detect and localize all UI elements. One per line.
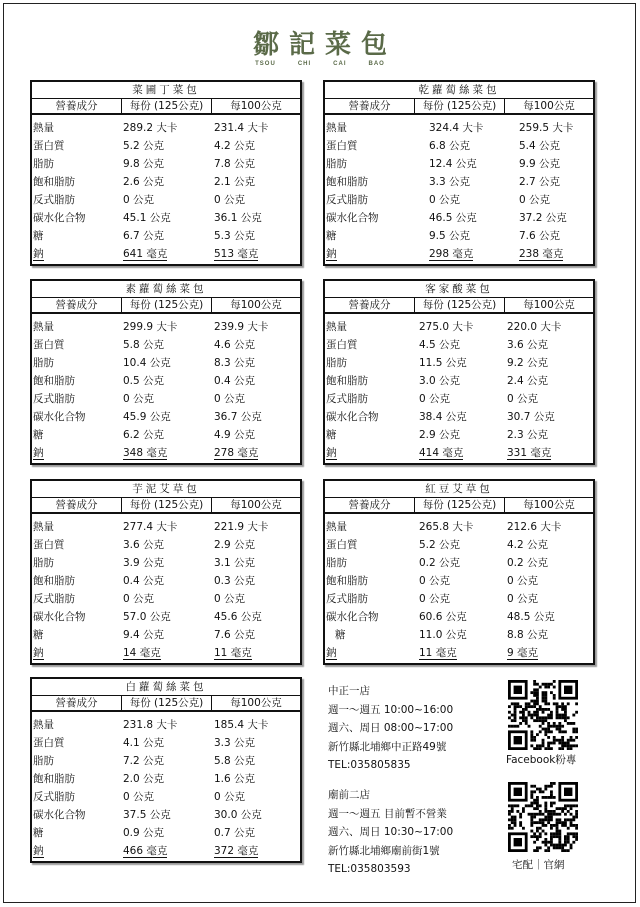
nutrient-name: 鈉	[33, 845, 44, 857]
nutrient-row-fat	[325, 155, 593, 173]
nutrient-row-trans-fat	[325, 191, 593, 209]
per-100g-value: 2.1 公克	[214, 176, 256, 188]
per-100g-value: 3.1 公克	[214, 557, 256, 569]
nutrient-row-carbohydrate	[32, 608, 300, 626]
nutrient-row-protein	[32, 536, 300, 554]
nutrient-row-saturated-fat	[32, 770, 300, 788]
nutrient-row-protein	[32, 137, 300, 155]
header-per-serving: 每份 (125公克)	[122, 298, 212, 312]
header-per-100g: 每100公克	[230, 100, 282, 112]
header-per-serving: 每份 (125公克)	[415, 99, 505, 113]
nutrient-row-calories	[32, 716, 300, 734]
header-nutrient: 營養成分	[32, 99, 122, 113]
per-100g-value: 37.2 公克	[519, 212, 567, 224]
nutrient-name: 脂肪	[326, 357, 347, 369]
nutrient-row-trans-fat	[32, 390, 300, 408]
per-100g-value: 3.6 公克	[507, 339, 549, 351]
brand-sub-3: CAI	[333, 61, 347, 67]
nutrient-row-protein	[32, 734, 300, 752]
header-per-100g: 每100公克	[523, 100, 575, 112]
per-100g-value: 0.2 公克	[507, 557, 549, 569]
per-serving-value: 2.0 公克	[123, 773, 165, 785]
per-100g-value: 0 公克	[214, 393, 246, 405]
store-2-name: 廟前二店	[328, 789, 370, 801]
per-100g-value: 36.7 公克	[214, 411, 262, 423]
per-100g-value: 278 毫克	[214, 447, 259, 459]
nutrient-row-calories	[325, 518, 593, 536]
per-100g-value: 11 毫克	[214, 647, 252, 659]
nutrient-name: 蛋白質	[33, 339, 65, 351]
nutrient-row-sodium	[325, 245, 593, 263]
per-serving-value: 0 公克	[123, 791, 155, 803]
per-100g-value: 0.7 公克	[214, 827, 256, 839]
nutrient-row-carbohydrate	[325, 608, 593, 626]
panel-header-row	[32, 696, 300, 712]
nutrient-name: 脂肪	[33, 357, 54, 369]
per-serving-value: 298 毫克	[429, 248, 474, 260]
per-serving-value: 57.0 公克	[123, 611, 171, 623]
nutrient-name: 碳水化合物	[326, 411, 379, 423]
nutrient-name: 蛋白質	[33, 737, 65, 749]
per-serving-value: 466 毫克	[123, 845, 168, 857]
nutrient-row-sugar	[32, 426, 300, 444]
per-serving-value: 6.8 公克	[429, 140, 471, 152]
header-per-100g: 每100公克	[230, 499, 282, 511]
per-100g-value: 7.8 公克	[214, 158, 256, 170]
nutrient-row-calories	[32, 318, 300, 336]
store-2-weekend-hours: 週六、周日 10:30~17:00	[328, 826, 454, 838]
per-serving-value: 37.5 公克	[123, 809, 171, 821]
panel-rows	[32, 115, 300, 263]
brand-romanization	[0, 61, 640, 67]
panel-header-row	[325, 498, 593, 514]
nutrient-row-sugar	[32, 227, 300, 245]
nutrient-row-saturated-fat	[325, 572, 593, 590]
delivery-qr-caption: 宅配｜官網	[512, 859, 565, 871]
nutrient-row-fat	[32, 752, 300, 770]
per-100g-value: 0 公克	[214, 593, 246, 605]
header-per-100g: 每100公克	[523, 299, 575, 311]
store-2	[328, 786, 453, 879]
per-serving-value: 289.2 大卡	[123, 122, 178, 134]
per-serving-value: 4.1 公克	[123, 737, 165, 749]
nutrient-name: 糖	[335, 629, 346, 641]
per-serving-value: 45.9 公克	[123, 411, 171, 423]
per-100g-value: 220.0 大卡	[507, 321, 562, 333]
nutrient-name: 熱量	[33, 122, 54, 134]
nutrient-name: 反式脂肪	[33, 593, 75, 605]
nutrient-row-sugar	[32, 626, 300, 644]
nutrient-name: 糖	[33, 827, 44, 839]
nutrient-name: 鈉	[33, 447, 44, 459]
nutrient-name: 熱量	[33, 719, 54, 731]
nutrient-row-carbohydrate	[325, 408, 593, 426]
panel-header-row	[32, 298, 300, 314]
per-100g-value: 238 毫克	[519, 248, 564, 260]
per-100g-value: 0.3 公克	[214, 575, 256, 587]
per-100g-value: 48.5 公克	[507, 611, 555, 623]
per-100g-value: 4.6 公克	[214, 339, 256, 351]
nutrient-name: 鈉	[33, 248, 44, 260]
per-100g-value: 0 公克	[507, 593, 539, 605]
per-serving-value: 45.1 公克	[123, 212, 171, 224]
header-nutrient: 營養成分	[325, 298, 415, 312]
nutrient-name: 碳水化合物	[33, 809, 86, 821]
per-serving-value: 0.9 公克	[123, 827, 165, 839]
nutrient-row-saturated-fat	[32, 372, 300, 390]
per-serving-value: 6.2 公克	[123, 429, 165, 441]
nutrition-panel	[30, 279, 302, 465]
nutrition-panel	[30, 677, 302, 863]
nutrient-row-saturated-fat	[32, 173, 300, 191]
per-100g-value: 8.3 公克	[214, 357, 256, 369]
per-serving-value: 9.4 公克	[123, 629, 165, 641]
brand-header	[0, 30, 640, 67]
per-serving-value: 38.4 公克	[419, 411, 467, 423]
nutrient-name: 鈉	[326, 248, 337, 260]
nutrient-row-calories	[325, 119, 593, 137]
per-100g-value: 7.6 公克	[214, 629, 256, 641]
nutrient-row-calories	[32, 119, 300, 137]
per-serving-value: 299.9 大卡	[123, 321, 178, 333]
panel-header-row	[325, 99, 593, 115]
nutrient-name: 熱量	[33, 521, 54, 533]
nutrient-name: 反式脂肪	[33, 791, 75, 803]
nutrient-name: 脂肪	[33, 557, 54, 569]
per-serving-value: 277.4 大卡	[123, 521, 178, 533]
nutrient-name: 蛋白質	[33, 140, 65, 152]
nutrient-row-fat	[32, 354, 300, 372]
panel-title: 素蘿蔔絲菜包	[32, 281, 300, 298]
store-2-phone: TEL:035803593	[328, 863, 411, 875]
store-1-weekday-hours: 週一～週五 10:00~16:00	[328, 703, 454, 716]
per-100g-value: 0 公克	[214, 791, 246, 803]
panel-title: 紅豆艾草包	[325, 481, 593, 498]
per-serving-value: 11.5 公克	[419, 357, 467, 369]
per-100g-value: 221.9 大卡	[214, 521, 269, 533]
per-serving-value: 324.4 大卡	[429, 122, 484, 134]
per-100g-value: 2.4 公克	[507, 375, 549, 387]
nutrient-name: 碳水化合物	[33, 611, 86, 623]
per-100g-value: 0.4 公克	[214, 375, 256, 387]
nutrient-row-fat	[32, 554, 300, 572]
nutrient-name: 反式脂肪	[326, 593, 368, 605]
per-serving-value: 46.5 公克	[429, 212, 477, 224]
brand-sub-4: BAO	[368, 61, 385, 67]
per-100g-value: 9.2 公克	[507, 357, 549, 369]
per-100g-value: 5.3 公克	[214, 230, 256, 242]
nutrient-name: 反式脂肪	[326, 393, 368, 405]
per-100g-value: 5.4 公克	[519, 140, 561, 152]
per-serving-value: 265.8 大卡	[419, 521, 474, 533]
per-100g-value: 9.9 公克	[519, 158, 561, 170]
nutrient-name: 飽和脂肪	[33, 773, 75, 785]
store-1-phone: TEL:035805835	[328, 759, 411, 771]
per-serving-value: 12.4 公克	[429, 158, 477, 170]
nutrient-name: 反式脂肪	[33, 393, 75, 405]
nutrient-name: 碳水化合物	[326, 212, 379, 224]
store-1	[328, 682, 453, 775]
nutrient-row-calories	[325, 318, 593, 336]
per-serving-value: 5.8 公克	[123, 339, 165, 351]
panel-rows	[325, 314, 593, 462]
per-serving-value: 0 公克	[123, 593, 155, 605]
per-serving-value: 641 毫克	[123, 248, 168, 260]
per-serving-value: 6.7 公克	[123, 230, 165, 242]
nutrient-name: 糖	[33, 629, 44, 641]
per-100g-value: 3.3 公克	[214, 737, 256, 749]
nutrient-row-trans-fat	[32, 788, 300, 806]
store-1-weekend-hours: 週六、周日 08:00~17:00	[328, 722, 454, 734]
nutrient-row-saturated-fat	[32, 572, 300, 590]
nutrient-row-sodium	[32, 644, 300, 662]
per-100g-value: 4.2 公克	[507, 539, 549, 551]
per-100g-value: 372 毫克	[214, 845, 259, 857]
nutrient-name: 蛋白質	[326, 140, 358, 152]
store-2-address: 新竹縣北埔鄉廟前街1號	[328, 844, 440, 857]
per-serving-value: 414 毫克	[419, 447, 464, 459]
header-per-serving: 每份 (125公克)	[122, 99, 212, 113]
header-nutrient: 營養成分	[325, 99, 415, 113]
panel-title: 乾蘿蔔絲菜包	[325, 82, 593, 99]
nutrient-name: 熱量	[326, 122, 347, 134]
per-serving-value: 5.2 公克	[419, 539, 461, 551]
nutrient-row-protein	[325, 137, 593, 155]
nutrition-panel	[30, 80, 302, 266]
nutrient-row-carbohydrate	[32, 806, 300, 824]
nutrient-name: 鈉	[326, 647, 337, 659]
per-100g-value: 0 公克	[507, 575, 539, 587]
nutrient-name: 蛋白質	[326, 339, 358, 351]
nutrient-row-sodium	[325, 644, 593, 662]
brand-sub-2: CHI	[297, 61, 312, 67]
store-1-name: 中正一店	[328, 685, 370, 697]
header-per-100g: 每100公克	[230, 299, 282, 311]
brand-title: 鄒記菜包	[252, 30, 397, 60]
per-serving-value: 231.8 大卡	[123, 719, 178, 731]
per-100g-value: 239.9 大卡	[214, 321, 269, 333]
nutrient-name: 飽和脂肪	[33, 176, 75, 188]
nutrient-name: 飽和脂肪	[326, 575, 368, 587]
nutrition-panel	[323, 479, 595, 665]
per-serving-value: 2.9 公克	[419, 429, 461, 441]
per-100g-value: 513 毫克	[214, 248, 259, 260]
header-nutrient: 營養成分	[32, 696, 122, 710]
panel-header-row	[32, 498, 300, 514]
panel-title: 客家酸菜包	[325, 281, 593, 298]
per-serving-value: 348 毫克	[123, 447, 168, 459]
delivery-qr-code[interactable]	[508, 782, 578, 852]
per-serving-value: 0 公克	[123, 393, 155, 405]
nutrient-row-sodium	[325, 444, 593, 462]
per-100g-value: 2.7 公克	[519, 176, 561, 188]
nutrient-row-trans-fat	[325, 590, 593, 608]
nutrient-row-fat	[325, 554, 593, 572]
per-100g-value: 1.6 公克	[214, 773, 256, 785]
per-serving-value: 0 公克	[419, 593, 451, 605]
panel-title: 芋泥艾草包	[32, 481, 300, 498]
per-serving-value: 3.3 公克	[429, 176, 471, 188]
panel-header-row	[325, 298, 593, 314]
per-serving-value: 0 公克	[123, 194, 155, 206]
nutrient-row-trans-fat	[32, 590, 300, 608]
per-100g-value: 212.6 大卡	[507, 521, 562, 533]
nutrient-row-trans-fat	[325, 390, 593, 408]
header-per-serving: 每份 (125公克)	[415, 298, 505, 312]
header-per-100g: 每100公克	[523, 499, 575, 511]
nutrient-name: 蛋白質	[33, 539, 65, 551]
panel-title: 菜圃丁菜包	[32, 82, 300, 99]
per-serving-value: 275.0 大卡	[419, 321, 474, 333]
nutrient-row-carbohydrate	[32, 209, 300, 227]
per-serving-value: 11 毫克	[419, 647, 457, 659]
nutrient-name: 碳水化合物	[33, 411, 86, 423]
nutrient-name: 蛋白質	[326, 539, 358, 551]
per-serving-value: 2.6 公克	[123, 176, 165, 188]
nutrition-panel	[323, 80, 595, 266]
header-per-serving: 每份 (125公克)	[122, 498, 212, 512]
per-serving-value: 5.2 公克	[123, 140, 165, 152]
per-serving-value: 14 毫克	[123, 647, 161, 659]
panel-rows	[32, 314, 300, 462]
brand-sub-1: TSOU	[255, 61, 276, 67]
per-100g-value: 9 毫克	[507, 647, 539, 659]
nutrient-name: 糖	[33, 230, 44, 242]
per-100g-value: 36.1 公克	[214, 212, 262, 224]
nutrient-name: 碳水化合物	[33, 212, 86, 224]
per-100g-value: 185.4 大卡	[214, 719, 269, 731]
header-nutrient: 營養成分	[32, 498, 122, 512]
facebook-qr-caption: Facebook粉專	[506, 754, 577, 766]
nutrient-row-carbohydrate	[32, 408, 300, 426]
per-serving-value: 0 公克	[429, 194, 461, 206]
nutrient-name: 熱量	[326, 521, 347, 533]
per-100g-value: 231.4 大卡	[214, 122, 269, 134]
nutrient-name: 熱量	[326, 321, 347, 333]
nutrient-name: 脂肪	[33, 755, 54, 767]
store-2-weekday-hours: 週一～週五 目前暫不營業	[328, 807, 447, 820]
nutrient-row-protein	[325, 536, 593, 554]
nutrient-name: 飽和脂肪	[33, 375, 75, 387]
per-serving-value: 3.6 公克	[123, 539, 165, 551]
per-serving-value: 10.4 公克	[123, 357, 171, 369]
per-100g-value: 5.8 公克	[214, 755, 256, 767]
nutrient-name: 糖	[33, 429, 44, 441]
per-100g-value: 259.5 大卡	[519, 122, 574, 134]
header-per-serving: 每份 (125公克)	[122, 696, 212, 710]
per-100g-value: 2.9 公克	[214, 539, 256, 551]
nutrient-row-sugar	[325, 626, 593, 644]
panel-rows	[325, 514, 593, 662]
nutrition-panel	[323, 279, 595, 465]
nutrient-row-protein	[32, 336, 300, 354]
nutrient-row-fat	[32, 155, 300, 173]
nutrition-panel	[30, 479, 302, 665]
nutrient-row-sugar	[325, 426, 593, 444]
per-serving-value: 9.8 公克	[123, 158, 165, 170]
per-100g-value: 30.0 公克	[214, 809, 262, 821]
per-serving-value: 0.5 公克	[123, 375, 165, 387]
panel-header-row	[32, 99, 300, 115]
per-serving-value: 0.4 公克	[123, 575, 165, 587]
per-serving-value: 11.0 公克	[419, 629, 467, 641]
header-per-100g: 每100公克	[230, 697, 282, 709]
nutrient-name: 反式脂肪	[33, 194, 75, 206]
per-serving-value: 0 公克	[419, 393, 451, 405]
nutrient-name: 碳水化合物	[326, 611, 379, 623]
nutrient-row-sodium	[32, 842, 300, 860]
per-serving-value: 7.2 公克	[123, 755, 165, 767]
nutrient-row-saturated-fat	[325, 173, 593, 191]
per-100g-value: 0 公克	[507, 393, 539, 405]
nutrient-row-protein	[325, 336, 593, 354]
header-per-serving: 每份 (125公克)	[415, 498, 505, 512]
nutrient-name: 鈉	[33, 647, 44, 659]
nutrient-row-sugar	[325, 227, 593, 245]
nutrient-name: 飽和脂肪	[33, 575, 75, 587]
nutrient-name: 反式脂肪	[326, 194, 368, 206]
per-serving-value: 0 公克	[419, 575, 451, 587]
per-serving-value: 60.6 公克	[419, 611, 467, 623]
nutrient-row-sugar	[32, 824, 300, 842]
nutrient-row-sodium	[32, 444, 300, 462]
nutrient-name: 鈉	[326, 447, 337, 459]
facebook-qr-code[interactable]	[508, 680, 578, 750]
panel-rows	[32, 712, 300, 860]
nutrient-name: 飽和脂肪	[326, 375, 368, 387]
per-100g-value: 0 公克	[519, 194, 551, 206]
nutrient-name: 飽和脂肪	[326, 176, 368, 188]
nutrient-name: 糖	[326, 230, 337, 242]
nutrient-row-carbohydrate	[325, 209, 593, 227]
nutrient-row-trans-fat	[32, 191, 300, 209]
per-serving-value: 0.2 公克	[419, 557, 461, 569]
panel-rows	[325, 115, 593, 263]
per-100g-value: 8.8 公克	[507, 629, 549, 641]
per-100g-value: 7.6 公克	[519, 230, 561, 242]
per-100g-value: 30.7 公克	[507, 411, 555, 423]
nutrient-name: 熱量	[33, 321, 54, 333]
header-nutrient: 營養成分	[325, 498, 415, 512]
per-serving-value: 4.5 公克	[419, 339, 461, 351]
per-100g-value: 45.6 公克	[214, 611, 262, 623]
nutrient-row-calories	[32, 518, 300, 536]
panel-rows	[32, 514, 300, 662]
nutrient-name: 脂肪	[33, 158, 54, 170]
per-100g-value: 2.3 公克	[507, 429, 549, 441]
header-nutrient: 營養成分	[32, 298, 122, 312]
per-serving-value: 9.5 公克	[429, 230, 471, 242]
store-1-address: 新竹縣北埔鄉中正路49號	[328, 740, 447, 753]
nutrient-name: 糖	[326, 429, 337, 441]
panel-title: 白蘿蔔絲菜包	[32, 679, 300, 696]
per-100g-value: 0 公克	[214, 194, 246, 206]
per-serving-value: 3.0 公克	[419, 375, 461, 387]
nutrient-name: 脂肪	[326, 158, 347, 170]
per-100g-value: 4.2 公克	[214, 140, 256, 152]
nutrient-row-saturated-fat	[325, 372, 593, 390]
nutrient-row-fat	[325, 354, 593, 372]
nutrient-row-sodium	[32, 245, 300, 263]
per-100g-value: 4.9 公克	[214, 429, 256, 441]
nutrient-name: 脂肪	[326, 557, 347, 569]
per-100g-value: 331 毫克	[507, 447, 552, 459]
per-serving-value: 3.9 公克	[123, 557, 165, 569]
